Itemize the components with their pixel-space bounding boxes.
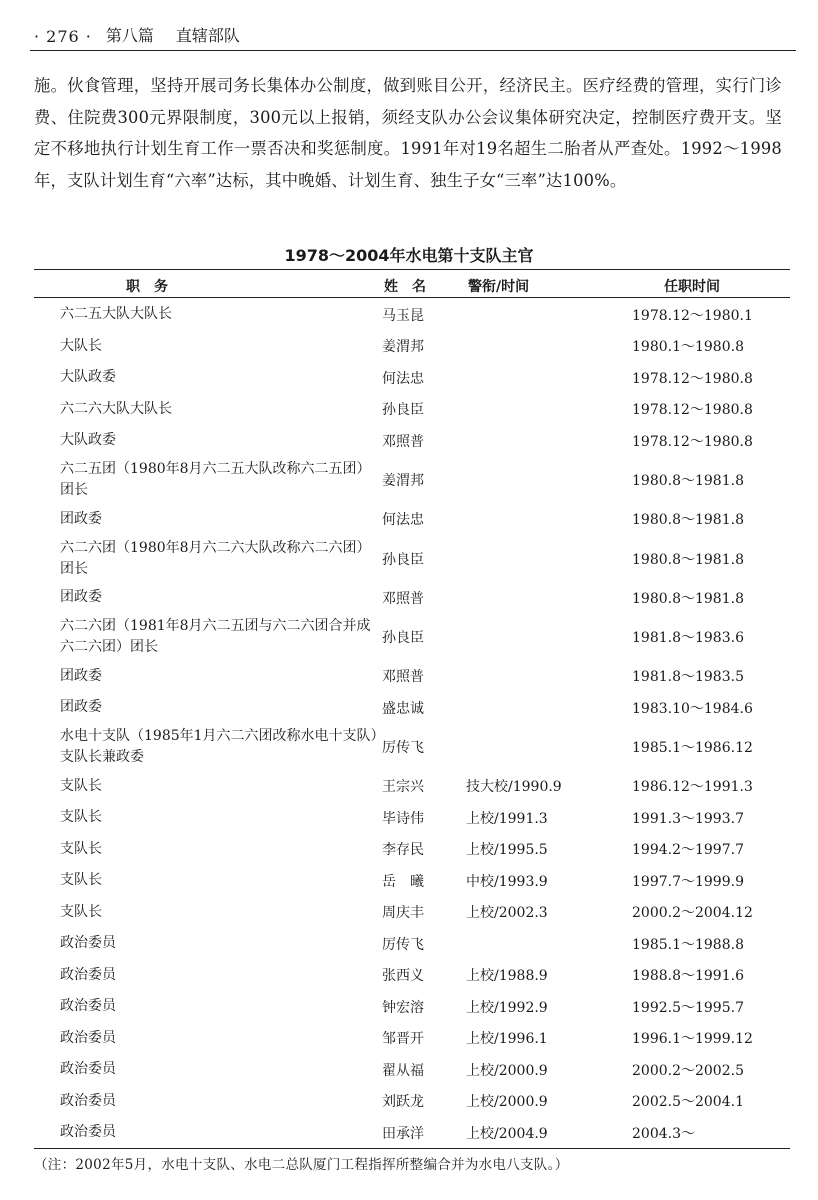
table-top-rule [34,269,790,270]
term-cell: 1992.5～1995.7 [632,999,744,1016]
role-cell: 政治委员 [60,966,116,983]
table-row [34,661,790,693]
table-row [34,299,790,331]
term-cell: 2000.2～2004.12 [632,905,753,922]
table-row [34,1086,790,1118]
term-cell: 1980.8～1981.8 [632,473,744,489]
table-row [34,897,790,929]
role-cell: 政治委员 [60,1029,116,1046]
table-header-row [34,272,790,298]
body-paragraph: 施。伙食管理，坚持开展司务长集体办公制度，做到账目公开，经济民主。医疗经费的管理，实行门诊费、住院费300元界限制度，300元以上报销，须经支队办公会议集体研究决定，控制医疗费开支。坚定不移地执行计划生育工作一票否决和奖惩制度。1991年对19名超生二胎者从严查处。1992～1998年，支队计划生育“六率”达标，其中晚婚、计划生育、独生子女“三率”达100%。 [34,76,782,190]
table-row [34,1117,790,1149]
rank-cell: 上校/1996.1 [466,1031,548,1048]
rank-cell [466,394,616,426]
name-cell: 孙良臣 [382,402,424,419]
table-body [34,299,790,1149]
table-row [34,331,790,363]
name-cell: 邓照普 [382,669,424,686]
rank-cell [466,457,616,504]
term-cell: 1997.7～1999.9 [632,873,744,890]
term-cell: 1996.1～1999.12 [632,1031,753,1048]
term-cell: 1980.8～1981.8 [632,551,744,568]
role-cell: 支队长 [60,903,102,920]
term-cell: 1985.1～1986.12 [632,740,753,756]
header-role: 职 务 [126,279,168,295]
role-cell: 政治委员 [60,1124,116,1141]
term-cell: 1978.12～1980.1 [632,307,753,324]
term-cell: 1981.8～1983.6 [632,630,744,646]
table-row [34,802,790,834]
name-cell: 邹晋开 [382,1031,424,1048]
role-cell: 团政委 [60,589,102,606]
role-cell: 支队长 [60,777,102,794]
table-row [34,771,790,803]
rank-cell [466,362,616,394]
role-cell: 政治委员 [60,935,116,952]
table-title: 1978～2004年水电第十支队主官 [284,246,534,265]
rank-cell: 上校/2000.9 [466,1062,548,1079]
table-row [34,535,790,582]
role-cell: 团政委 [60,510,102,527]
table-row [34,692,790,724]
name-cell: 何法忠 [382,512,424,529]
name-cell: 李存民 [382,842,424,859]
header-name: 姓 名 [384,279,426,295]
role-cell: 水电十支队（1985年1月六二六团改称水电十支队）支队长兼政委 [60,728,378,765]
role-cell: 支队长 [60,809,102,826]
rank-cell [466,299,616,331]
rank-cell [466,724,616,771]
term-cell: 1980.8～1981.8 [632,512,744,529]
term-cell: 1983.10～1984.6 [632,700,753,717]
role-cell: 支队长 [60,872,102,889]
name-cell: 盛忠诚 [382,700,424,717]
table-note: （注：2002年5月，水电十支队、水电二总队厦门工程指挥所整编合并为水电八支队。） [34,1157,569,1173]
rank-cell [466,928,616,960]
table-bottom-rule [34,1148,790,1149]
role-cell: 大队政委 [60,369,116,386]
term-cell: 2002.5～2004.1 [632,1094,744,1111]
term-cell: 1978.12～1980.8 [632,402,753,419]
rank-cell [466,425,616,457]
role-cell: 政治委员 [60,998,116,1015]
term-cell: 1978.12～1980.8 [632,433,753,450]
term-cell: 1978.12～1980.8 [632,370,753,387]
name-cell: 孙良臣 [382,630,424,646]
term-cell: 1980.8～1981.8 [632,590,744,607]
name-cell: 邓照普 [382,590,424,607]
term-cell: 1986.12～1991.3 [632,779,753,796]
rank-cell [466,582,616,614]
rank-cell: 技大校/1990.9 [466,779,562,796]
name-cell: 何法忠 [382,370,424,387]
table-row [34,1023,790,1055]
rank-cell: 上校/1991.3 [466,810,548,827]
role-cell: 政治委员 [60,1061,116,1078]
table-row [34,1054,790,1086]
name-cell: 翟从福 [382,1062,424,1079]
section-title: 直辖部队 [175,26,240,45]
term-cell: 1981.8～1983.5 [632,669,744,686]
table-row [34,928,790,960]
term-cell: 1994.2～1997.7 [632,842,744,859]
rank-cell: 上校/1988.9 [466,968,548,985]
name-cell: 厉传飞 [382,936,424,953]
term-cell: 2000.2～2002.5 [632,1062,744,1079]
rank-cell: 上校/1992.9 [466,999,548,1016]
table-row [34,724,790,771]
term-cell: 1980.1～1980.8 [632,339,744,356]
table-row [34,425,790,457]
running-header [34,18,794,46]
rank-cell [466,692,616,724]
part-title: 第八篇 [105,26,154,45]
table-row [34,865,790,897]
rank-cell: 上校/1995.5 [466,842,548,859]
rank-cell [466,331,616,363]
rank-cell [466,661,616,693]
table-row [34,614,790,661]
name-cell: 田承洋 [382,1125,424,1142]
header-term: 任职时间 [664,279,720,295]
name-cell: 马玉昆 [382,307,424,324]
role-cell: 六二五大队大队长 [60,306,172,323]
role-cell: 六二六团（1981年8月六二五团与六二六团合并成六二六团）团长 [60,618,371,655]
name-cell: 岳 曦 [382,873,424,890]
rank-cell [466,504,616,536]
table-row [34,362,790,394]
table-row [34,582,790,614]
name-cell: 邓照普 [382,433,424,450]
name-cell: 张西义 [382,968,424,985]
name-cell: 刘跃龙 [382,1094,424,1111]
table-row [34,960,790,992]
table-header-rule [34,297,790,298]
role-cell: 大队长 [60,337,102,354]
table-row [34,504,790,536]
term-cell: 1988.8～1991.6 [632,968,744,985]
name-cell: 周庆丰 [382,905,424,922]
role-cell: 大队政委 [60,432,116,449]
role-cell: 团政委 [60,699,102,716]
term-cell: 2004.3～ [632,1125,695,1142]
name-cell: 钟宏溶 [382,999,424,1016]
term-cell: 1985.1～1988.8 [632,936,744,953]
rank-cell: 中校/1993.9 [466,873,548,890]
table-row [34,834,790,866]
rank-cell [466,614,616,661]
name-cell: 王宗兴 [382,779,424,796]
term-cell: 1991.3～1993.7 [632,810,744,827]
role-cell: 支队长 [60,840,102,857]
header-rule [30,50,796,51]
table-row [34,457,790,504]
name-cell: 厉传飞 [382,740,424,756]
table-row [34,394,790,426]
rank-cell: 上校/2002.3 [466,905,548,922]
page-number: · 276 · [34,27,92,46]
role-cell: 政治委员 [60,1092,116,1109]
rank-cell: 上校/2004.9 [466,1125,548,1142]
role-cell: 六二五团（1980年8月六二五大队改称六二五团）团长 [60,461,371,498]
name-cell: 毕诗伟 [382,810,424,827]
role-cell: 六二六大队大队长 [60,400,172,417]
table-row [34,991,790,1023]
header-rank: 警衔/时间 [468,279,530,295]
rank-cell: 上校/2000.9 [466,1094,548,1111]
role-cell: 六二六团（1980年8月六二六大队改称六二六团）团长 [60,539,371,577]
rank-cell [466,535,616,582]
name-cell: 姜渭邦 [382,473,424,489]
role-cell: 团政委 [60,667,102,684]
name-cell: 孙良臣 [382,551,424,568]
name-cell: 姜渭邦 [382,339,424,356]
